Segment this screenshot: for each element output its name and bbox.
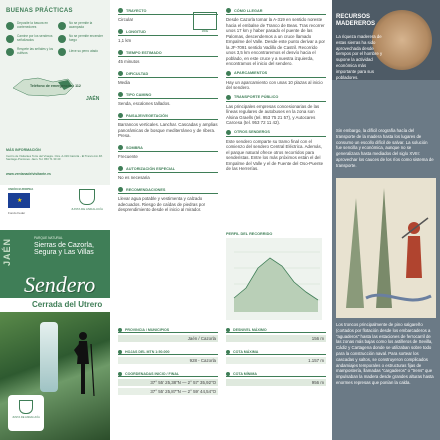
list-item: No se permite encender fuego — [58, 35, 106, 43]
shield-icon — [19, 400, 33, 414]
list-item: Camine por los senderos señalizados — [6, 35, 54, 43]
route-name: Cerrada del Utrero — [32, 300, 103, 309]
spec-recomendaciones: RECOMENDACIONES Llevar agua potable y vestimenta y calzado adecuados. Riesgo de caídas de piedras por desprendimiento desde el inicio al mirador. — [118, 187, 218, 213]
table-left — [118, 328, 218, 403]
profile-label: PERFIL DEL RECORRIDO — [226, 232, 273, 236]
timber-title: RECURSOS MADEREROS — [336, 14, 376, 27]
elevation-profile — [226, 238, 322, 320]
info-aparcamientos: APARCAMIENTOS Hay un aparcamiento con unas 10 plazas al inicio del sendero. — [226, 71, 326, 91]
table-row: COTA MÍNIMA 956 m — [226, 372, 326, 386]
lumberjack-illustration — [336, 178, 436, 318]
eu-flag-icon: ★ — [8, 193, 30, 208]
sendero-title: Sendero — [24, 272, 96, 297]
mide-logo: MIDE — [192, 12, 218, 42]
province-vertical: JAÉN — [2, 237, 12, 266]
permit-icon — [118, 166, 123, 171]
table-row: HOJAS DEL MTN 1:50.000 928 - Cazorla — [118, 350, 218, 364]
info-como-llegar: CÓMO LLEGAR Desde Cazorla tomar la A-319 en sentido noreste hacia el embalse de Tranco de Beas. Tras recorrer unos 17 km y haber pasado el puente de las Palomas, descendemos a un cruce llamado Empalme del Valle. Desde este punto derivar a por la JF-7091 sentido Vadillo de Castril. Recorrido unos 3,5 km encontraremos el desvío hacia el poblado, en este cruce y a nuestra izquierda, encontramos el inicio del sendero. — [226, 8, 326, 66]
info-transporte: TRANSPORTE PÚBLICO Las principales empresas concesionarias de las líneas regulares de autobuses en la zona son Alsina Graells (tel. 953 75 21 57), y Autocares Carcesa (tel. 953 72 11 42). — [226, 95, 326, 126]
list-item: Deposite la basura en contenedores — [6, 22, 54, 30]
parking-icon — [226, 71, 231, 76]
info-icon — [118, 187, 123, 192]
car-icon — [226, 8, 231, 13]
waterfall-image — [40, 322, 58, 392]
coordinates-icon — [118, 372, 122, 376]
junta-logo: JUNTA DE ANDALUCÍA — [70, 189, 104, 213]
website-link[interactable]: www.ventanadelvisitante.es — [6, 172, 51, 176]
table-row: PROVINCIA / MUNICIPIOS Jaén / Cazorla — [118, 328, 218, 342]
emergency-phone: Teléfono de emergencias: 112 — [30, 84, 81, 88]
sponsor-logos — [0, 185, 110, 230]
good-practices-title: BUENAS PRÁCTICAS — [6, 8, 73, 14]
trail-icon — [226, 130, 231, 135]
spec-paisaje: PAISAJE/VEGETACIÓN Barrancos verticales. Lanchar. Cascadas y amplias panorámicas de bosque mediterráneo y de ribera. Presa. — [118, 113, 218, 138]
elevation-icon — [226, 328, 230, 332]
bus-icon — [226, 95, 231, 100]
info-text: Centro de Visitantes Torre del Vinagre. Ctra. A-319 Cazorla - El Tranco km 48. Santiago-Pontones. Jaén. Tel. 953 71 30 40 — [6, 154, 103, 162]
path-icon — [118, 92, 123, 97]
peak-icon — [226, 350, 230, 354]
junta-footer-logo: JUNTA DE ANDALUCÍA — [8, 395, 44, 431]
access-info — [226, 8, 326, 176]
table-right — [226, 328, 326, 394]
spec-autorizacion: AUTORIZACIÓN ESPECIAL No es necesaria — [118, 166, 218, 181]
spec-tiempo: TIEMPO ESTIMADO 45 minutos — [118, 50, 218, 65]
info-title: MÁS INFORMACIÓN — [6, 148, 41, 152]
eu-caption: UNIÓN EUROPEA — [8, 187, 34, 191]
sign-icon — [6, 48, 14, 56]
table-row: COTA MÁXIMA 1.157 m — [226, 350, 326, 364]
trash-icon — [6, 22, 14, 30]
province-label: JAÉN — [86, 96, 100, 102]
valley-icon — [226, 372, 230, 376]
spec-sombra: SOMBRA Frecuente — [118, 145, 218, 160]
clock-icon — [118, 50, 123, 55]
shade-icon — [118, 145, 123, 150]
park-caption: PARQUE NATURAL — [34, 236, 63, 240]
timber-panel — [332, 0, 440, 440]
good-practices-list — [6, 22, 106, 61]
table-row: DESNIVEL MÁXIMO 156 m — [226, 328, 326, 342]
map-sheet-icon — [118, 350, 122, 354]
timber-text-1: La riqueza maderera de estas sierras ha sido aprovechada desde tiempos por el hombre y supone la actividad económica más importante para sus pobladores. — [336, 34, 383, 80]
landscape-icon — [118, 113, 123, 118]
distance-icon — [118, 29, 123, 34]
list-item: Respete las señales y los cultivos — [6, 48, 54, 56]
list-item: Lleve su perro atado — [58, 48, 106, 56]
route-icon — [118, 8, 123, 13]
timber-text-3: Los troncos principalmente de pino salgareño (cortados por flotación desde los embarcaderos a "aguaderos" hasta las estaciones de ferrocarril de las zonas más bajas como los astilleros de Sevilla, Cádiz y Cartagena donde se utilizaban sobre todo para la construcción naval. Para sortear los cascadas y saltos, se construyeron complicados andamiajes temporales o estructuras fijas de mampostería, llamadas "cargaderos" o "trens" que impulsaban la madera desde grandes alturas hasta enormes represas que ponían la calda. — [336, 322, 434, 385]
difficulty-icon — [118, 71, 123, 76]
location-icon — [118, 328, 122, 332]
spec-camino: TIPO CAMINO Senda, escalones tallados. — [118, 92, 218, 107]
spec-longitud: LONGITUD 1,1 km — [118, 29, 218, 44]
walker-icon — [6, 35, 14, 43]
no-camping-icon — [58, 22, 66, 30]
spec-dificultad: DIFICULTAD Media — [118, 71, 218, 86]
hiker-icon — [70, 330, 96, 400]
eu-fund-caption: Fondo Feder — [8, 211, 26, 215]
no-fire-icon — [58, 35, 66, 43]
park-name: Sierras de Cazorla, Segura y Las Villas — [34, 242, 94, 257]
cover-panel — [0, 0, 110, 440]
table-row: COORDENADAS INICIO / FINAL 37° 55' 25,38"N — 2° 57' 35,92"O 37° 55' 25,87"N — 2° 59' 44,54"O — [118, 372, 218, 395]
timber-text-2: Sin embargo, la difícil orografía hacía del transporte de la madera hasta los lugares de consumo un escollo difícil de salvar. La solución fue sencilla y económica, aunque no se generalizara hasta mediados del siglo XVIII: aprovechar los cauces de los ríos como sistema de transporte. — [336, 128, 434, 168]
dog-icon — [58, 48, 66, 56]
shield-icon — [79, 189, 95, 205]
good-practices-area — [0, 0, 110, 185]
list-item: No se permite la acampada — [58, 22, 106, 30]
spec-trayecto: TRAYECTO Circular — [118, 8, 218, 23]
info-otros-senderos: OTROS SENDEROS Este sendero comparte su tramo final con el comienzo del sendero Central Eléctrica. Además, el parque natural ofrece otros recorridos para senderistas. Entre los más próximos están el del Empalme del Valle y el de Fuente del Oso-Puente de las Herrerías. — [226, 130, 326, 172]
